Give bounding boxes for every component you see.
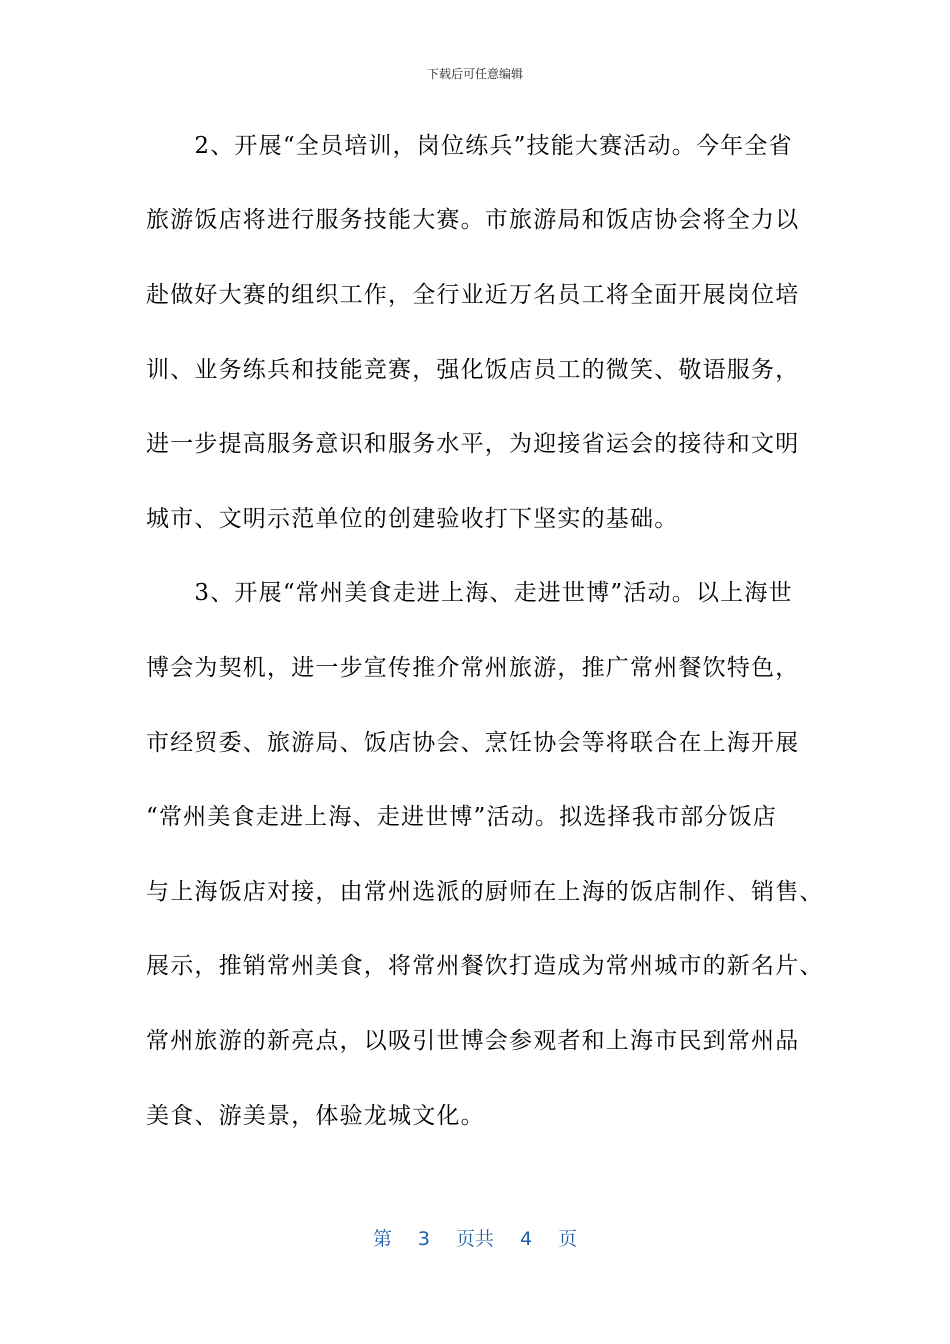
body-line: 城市、文明示范单位的创建验收打下坚实的基础。 — [146, 506, 679, 532]
body-line: 训、业务练兵和技能竞赛，强化饭店员工的微笑、敬语服务， — [146, 357, 800, 383]
footer-middle: 页共 — [455, 1228, 494, 1250]
body-line: 旅游饭店将进行服务技能大赛。市旅游局和饭店协会将全力以 — [146, 207, 800, 233]
body-line: 2、开展“全员培训，岗位练兵”技能大赛活动。今年全省 — [146, 133, 793, 159]
page-header-note: 下载后可任意编辑 — [426, 67, 523, 81]
body-line: 3、开展“常州美食走进上海、走进世博”活动。以上海世 — [146, 580, 793, 606]
body-line: 进一步提高服务意识和服务水平，为迎接省运会的接待和文明 — [146, 431, 800, 457]
body-line: 美食、游美景，体验龙城文化。 — [146, 1103, 485, 1129]
page-footer — [0, 1226, 950, 1252]
body-line: 赴做好大赛的组织工作，全行业近万名员工将全面开展岗位培 — [146, 282, 800, 308]
footer-suffix: 页 — [558, 1228, 578, 1250]
total-page-number: 4 — [520, 1228, 533, 1250]
body-line: 展示，推销常州美食，将常州餐饮打造成为常州城市的新名片、 — [146, 953, 824, 979]
body-line: 常州旅游的新亮点，以吸引世博会参观者和上海市民到常州品 — [146, 1028, 800, 1054]
body-line: 市经贸委、旅游局、饭店协会、烹饪协会等将联合在上海开展 — [146, 730, 800, 756]
body-line: 博会为契机，进一步宣传推介常州旅游，推广常州餐饮特色， — [146, 655, 800, 681]
footer-prefix: 第 — [372, 1228, 392, 1250]
body-line: 与上海饭店对接，由常州选派的厨师在上海的饭店制作、销售、 — [146, 879, 824, 905]
current-page-number: 3 — [417, 1228, 430, 1250]
body-line: “常州美食走进上海、走进世博”活动。拟选择我市部分饭店 — [146, 804, 777, 830]
